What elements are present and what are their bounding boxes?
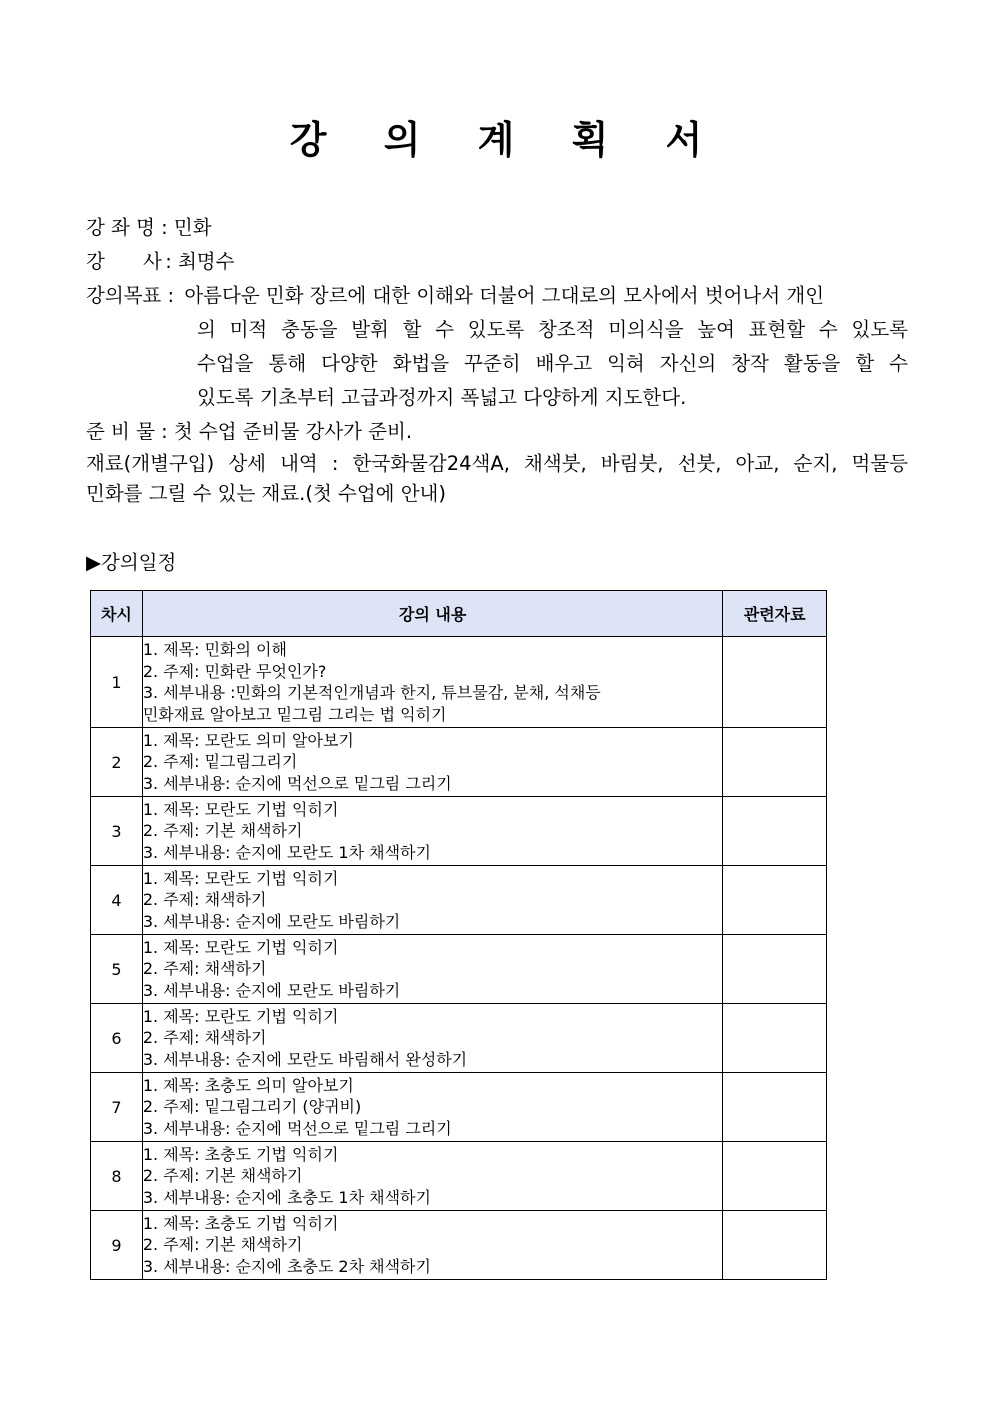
instructor-label xyxy=(86,245,162,279)
session-reference xyxy=(723,1004,827,1073)
schedule-body xyxy=(91,637,827,1280)
colon: : xyxy=(159,250,178,273)
table-row xyxy=(91,728,827,797)
schedule-table xyxy=(90,590,827,1280)
session-reference xyxy=(723,797,827,866)
session-number: 6 xyxy=(91,1004,143,1073)
supplies-label: 준 비 물 xyxy=(86,420,155,443)
session-number: 7 xyxy=(91,1073,143,1142)
goal-label-wrap: 강의목표 : xyxy=(86,284,181,307)
session-number: 9 xyxy=(91,1211,143,1280)
table-row xyxy=(91,797,827,866)
supplies-value: 첫 수업 준비물 강사가 준비. xyxy=(173,420,413,443)
table-row xyxy=(91,866,827,935)
content-line: 3. 세부내용: 순지에 모란도 1차 채색하기 xyxy=(142,842,431,862)
session-number: 2 xyxy=(91,728,143,797)
table-row xyxy=(91,1142,827,1211)
materials-line-2: 민화를 그릴 수 있는 재료.(첫 수업에 안내) xyxy=(86,482,446,505)
content-line: 2. 주제: 채색하기 xyxy=(142,1028,267,1048)
materials-line-1: 재료(개별구입) 상세 내역 : 한국화물감24색A, 채색붓, 바림붓, 선붓, 아교, 순지, 먹물등 xyxy=(86,452,908,475)
content-line: 1. 제목: 모란도 기법 익히기 xyxy=(142,799,339,819)
session-content xyxy=(142,935,723,1004)
schedule-heading: ▶강의일정 xyxy=(86,551,177,574)
content-line: 1. 제목: 민화의 이해 xyxy=(142,640,287,659)
goal-line: 있도록 기초부터 고급과정까지 폭넓고 다양하게 지도한다. xyxy=(197,386,687,409)
content-line: 3. 세부내용: 순지에 모란도 바림하기 xyxy=(142,980,401,1000)
session-reference xyxy=(723,637,827,728)
content-line: 2. 주제: 채색하기 xyxy=(142,959,267,979)
page-title: 강 의 계 획 서 xyxy=(289,118,725,162)
table-row xyxy=(91,1073,827,1142)
header-ref: 관련자료 xyxy=(723,591,827,637)
supplies-line xyxy=(86,415,908,449)
content-line: 2. 주제: 채색하기 xyxy=(142,890,267,910)
content-line: 2. 주제: 밑그림그리기 xyxy=(142,752,298,772)
instructor-value: 최명수 xyxy=(177,250,235,273)
session-content xyxy=(142,1211,723,1280)
session-number: 4 xyxy=(91,866,143,935)
session-content xyxy=(142,637,723,728)
session-content xyxy=(142,797,723,866)
content-line: 1. 제목: 모란도 기법 익히기 xyxy=(142,1006,339,1026)
content-line: 민화재료 알아보고 밑그림 그리는 법 익히기 xyxy=(142,704,447,724)
content-line: 3. 세부내용 :민화의 기본적인개념과 한지, 튜브물감, 분채, 석채등 xyxy=(142,683,601,702)
session-number: 8 xyxy=(91,1142,143,1211)
goal-line: 수업을 통해 다양한 화법을 꾸준히 배우고 익혀 자신의 창작 활동을 할 수 xyxy=(197,352,908,375)
instructor-label-text: 강 사 xyxy=(86,250,162,273)
content-line: 3. 세부내용: 순지에 먹선으로 밑그림 그리기 xyxy=(142,1118,452,1138)
content-line: 1. 제목: 초충도 기법 익히기 xyxy=(142,1144,339,1164)
content-line: 1. 제목: 모란도 의미 알아보기 xyxy=(142,730,354,750)
goal-label: 강의목표 xyxy=(86,284,162,307)
table-header-row xyxy=(91,591,827,637)
session-reference xyxy=(723,935,827,1004)
content-line: 3. 세부내용: 순지에 모란도 바림하기 xyxy=(142,911,401,931)
content-line: 2. 주제: 밑그림그리기 (양귀비) xyxy=(142,1097,362,1117)
session-number: 3 xyxy=(91,797,143,866)
session-reference xyxy=(723,1073,827,1142)
session-reference xyxy=(723,728,827,797)
colon: : xyxy=(154,216,174,239)
content-line: 2. 주제: 민화란 무엇인가? xyxy=(142,661,327,681)
course-info xyxy=(86,211,908,509)
colon: : xyxy=(154,420,174,443)
content-line: 1. 제목: 초충도 의미 알아보기 xyxy=(142,1075,354,1095)
content-line: 3. 세부내용: 순지에 모란도 바림해서 완성하기 xyxy=(142,1049,468,1069)
goal-continuation xyxy=(86,313,908,415)
session-content xyxy=(142,1004,723,1073)
instructor-line xyxy=(86,245,908,279)
table-row xyxy=(91,1004,827,1073)
content-line: 2. 주제: 기본 채색하기 xyxy=(142,821,303,841)
table-row xyxy=(91,935,827,1004)
content-line: 1. 제목: 모란도 기법 익히기 xyxy=(142,937,339,957)
course-name-value: 민화 xyxy=(173,216,212,239)
session-number: 5 xyxy=(91,935,143,1004)
course-name-line xyxy=(86,211,908,245)
table-row xyxy=(91,1211,827,1280)
goal-block xyxy=(86,279,908,313)
content-line: 3. 세부내용: 순지에 먹선으로 밑그림 그리기 xyxy=(142,773,452,793)
goal-text xyxy=(180,279,908,313)
content-line: 2. 주제: 기본 채색하기 xyxy=(142,1235,303,1255)
content-line: 3. 세부내용: 순지에 초충도 2차 채색하기 xyxy=(142,1256,431,1276)
session-reference xyxy=(723,1211,827,1280)
session-content xyxy=(142,1142,723,1211)
course-name-label: 강 좌 명 xyxy=(86,216,155,239)
header-content: 강의 내용 xyxy=(142,591,723,637)
session-number: 1 xyxy=(91,637,143,728)
session-reference xyxy=(723,1142,827,1211)
session-content xyxy=(142,1073,723,1142)
session-content xyxy=(142,866,723,935)
materials-block xyxy=(86,449,908,509)
session-content xyxy=(142,728,723,797)
content-line: 3. 세부내용: 순지에 초충도 1차 채색하기 xyxy=(142,1187,431,1207)
table-row xyxy=(91,637,827,728)
goal-line: 의 미적 충동을 발휘 할 수 있도록 창조적 미의식을 높여 표현할 수 있도록 xyxy=(197,318,908,341)
content-line: 2. 주제: 기본 채색하기 xyxy=(142,1166,303,1186)
content-line: 1. 제목: 모란도 기법 익히기 xyxy=(142,868,339,888)
header-num: 차시 xyxy=(91,591,143,637)
session-reference xyxy=(723,866,827,935)
content-line: 1. 제목: 초충도 기법 익히기 xyxy=(142,1213,339,1233)
goal-line: 아름다운 민화 장르에 대한 이해와 더불어 그대로의 모사에서 벗어나서 개인 xyxy=(184,284,825,307)
